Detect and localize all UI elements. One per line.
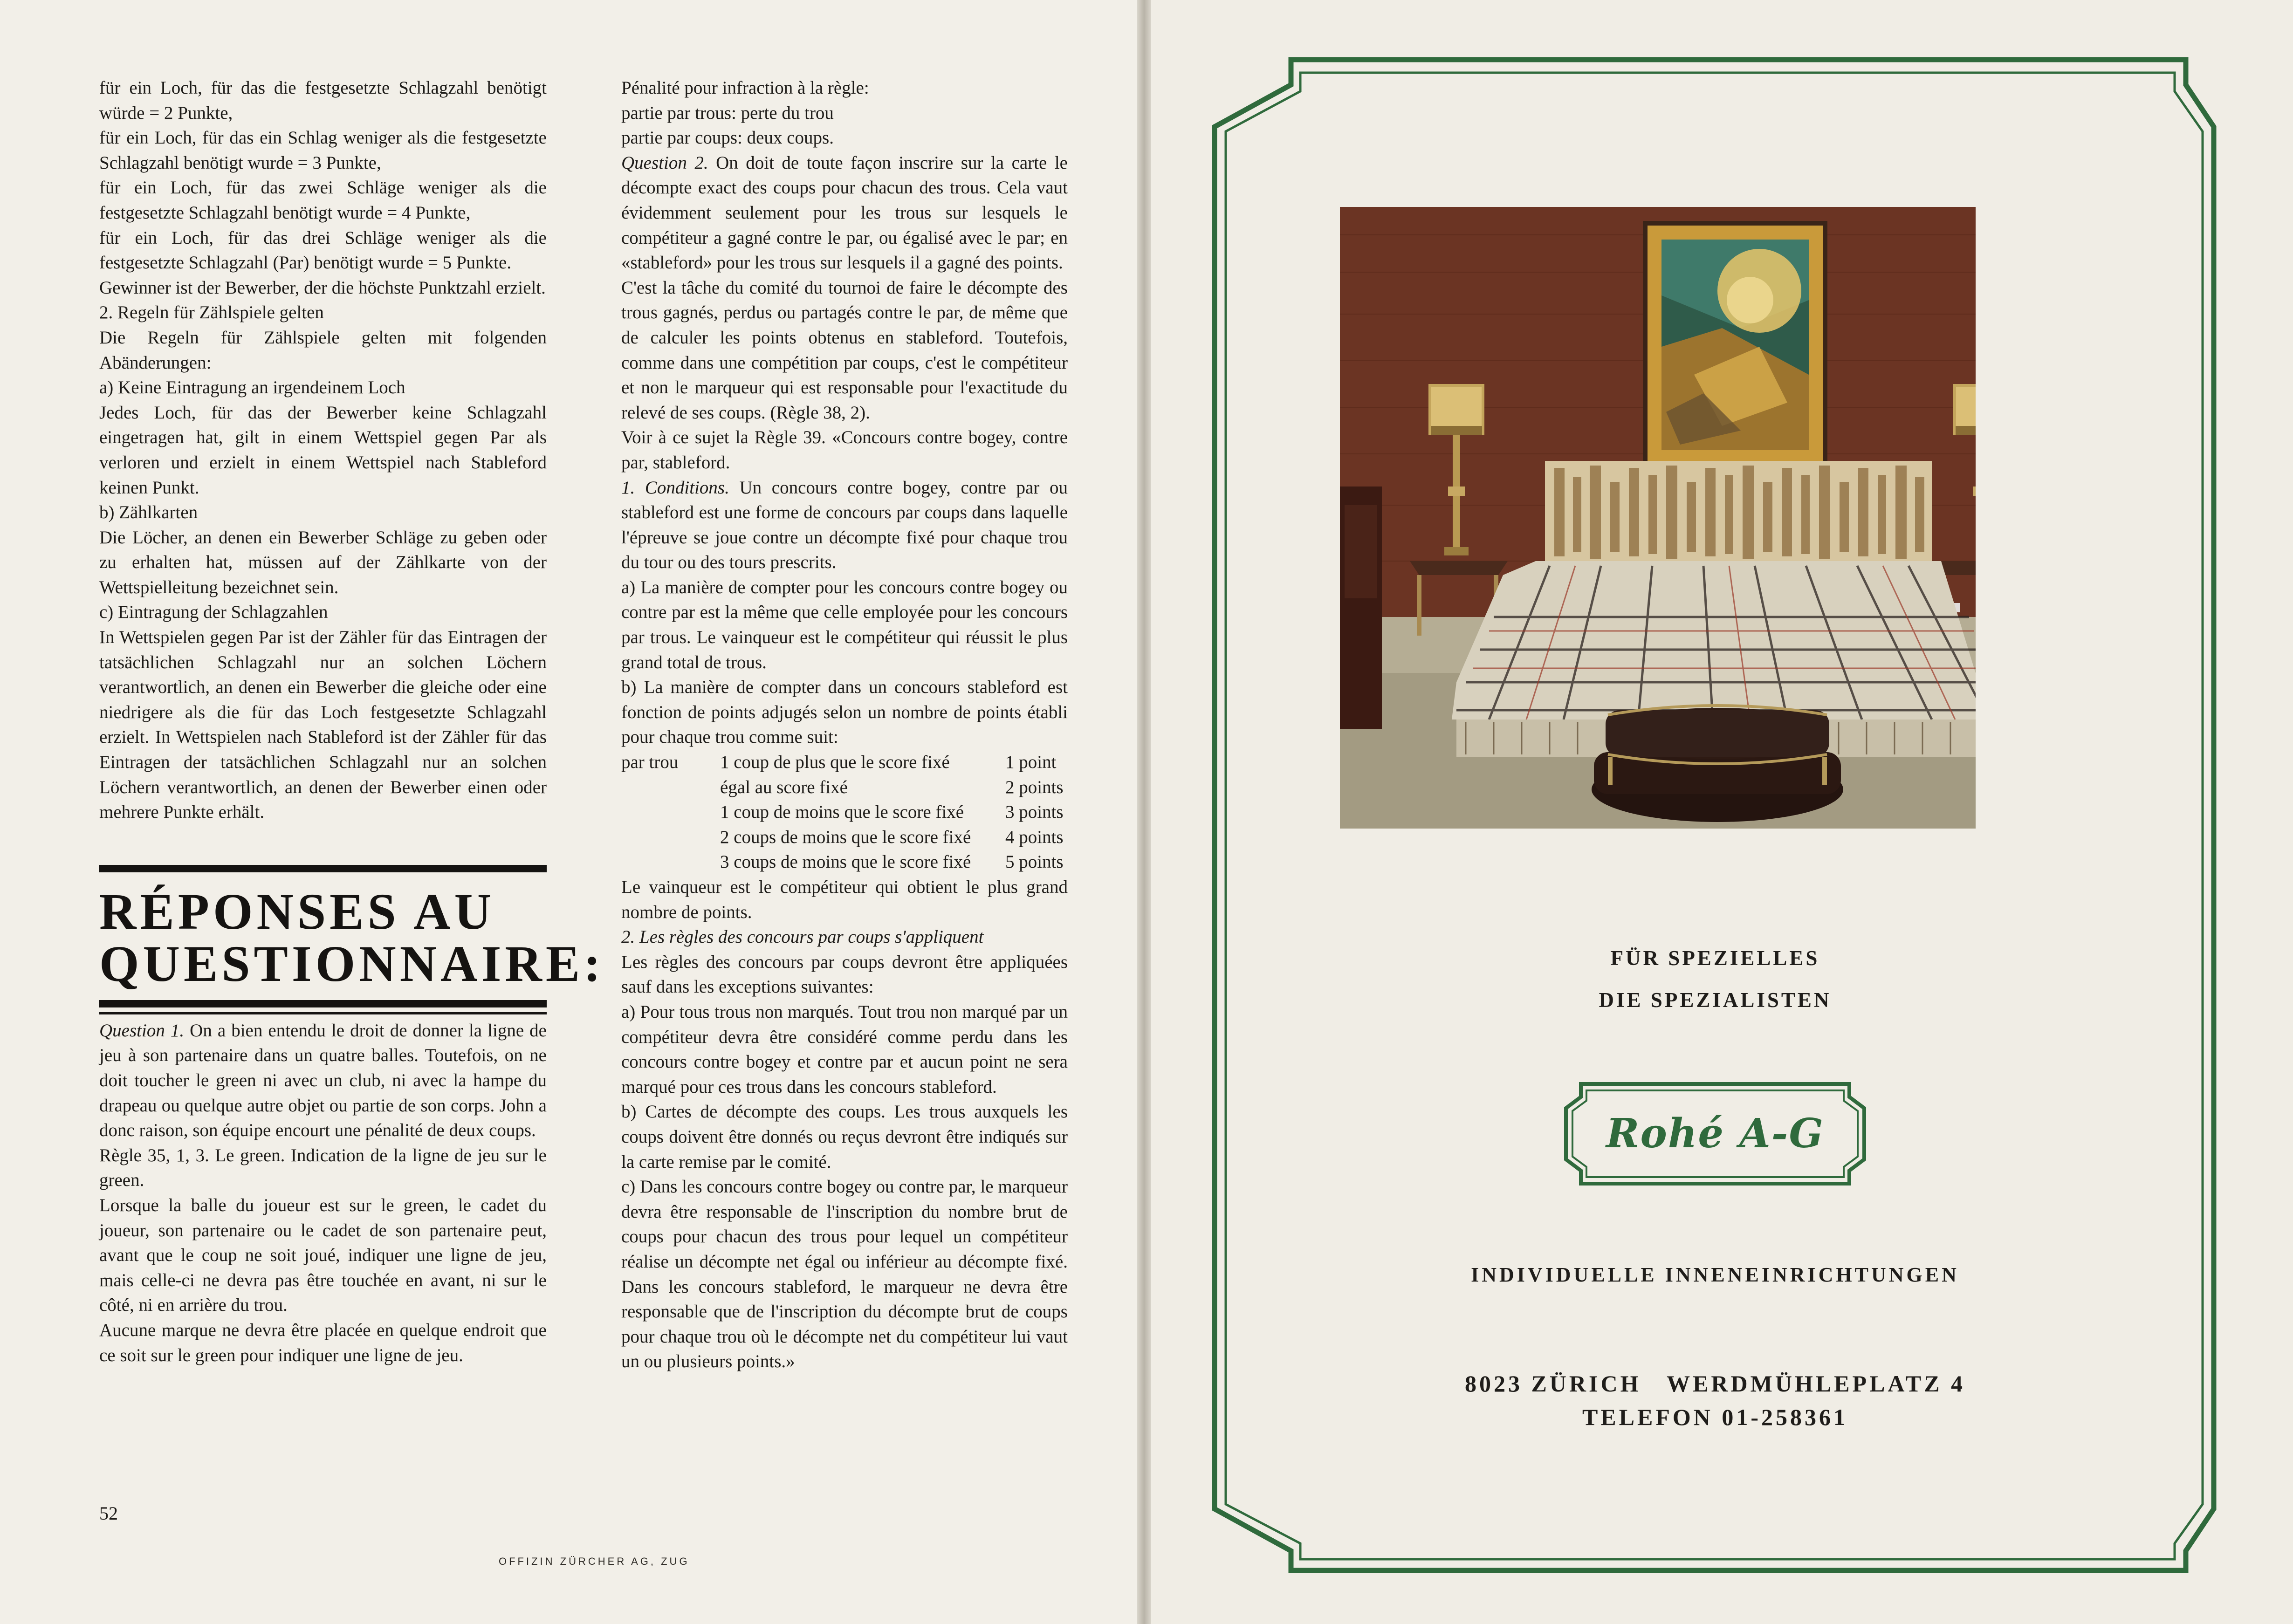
paragraph: C'est la tâche du comité du tournoi de faire le décompte des trous gagnés, perdus ou partagés contre le par, de même que de calculer les points obtenus en stableford. Toutefois, comme dans une compétition par coups, c'est le compétiteur et non le marqueur qui est responsable pour l'exactitude du relevé de ses coups. (Règle 38, 2). <box>621 277 1068 423</box>
conditions-label: 1. Conditions. <box>621 477 729 498</box>
paragraph: Aucune marque ne devra être placée en quelque endroit que ce soit sur le green pour indiquer une ligne de jeu. <box>99 1320 547 1365</box>
table-cell: 1 coup de moins que le score fixé <box>720 802 964 822</box>
paragraph: c) Eintragung der Schlagzahlen <box>99 602 328 623</box>
paragraph: In Wettspielen gegen Par ist der Zähler für das Eintragen der tatsächlichen Schlagzahl nur an solchen Löchern verantwortlich, an denen ein Bewerber die gleiche oder eine niedrigere als die für das Loch festgesetzte Schlagzahl erzielt. In Wettspielen nach Stableford ist der Zähler für das Eintragen der tatsächlichen Schlagzahl nur an solchen Löchern verantwortlich, an denen der Bewerber einen oder mehrere Punkte erhält. <box>99 627 547 822</box>
table-cell: 2 coups de moins que le score fixé <box>720 827 971 847</box>
paragraph: für ein Loch, für das zwei Schläge weniger als die festgesetzte Schlagzahl benötigt wurde = 4 Punkte, <box>99 178 547 223</box>
table-cell: 3 points <box>1005 802 1064 822</box>
paragraph: Pénalité pour infraction à la règle: <box>621 78 869 98</box>
ad-phone: TELEFON 01-258361 <box>1582 1404 1848 1430</box>
table-cell: par trou <box>621 752 679 773</box>
paragraph: partie par trous: perte du trou <box>621 103 834 123</box>
paragraph: Gewinner ist der Bewerber, der die höchste Punktzahl erzielt. <box>99 277 546 298</box>
table-cell: 2 points <box>1005 777 1064 797</box>
paragraph: Die Regeln für Zählspiele gelten mit folgenden Abänderungen: <box>99 327 547 373</box>
ad-address: 8023 ZÜRICH WERDMÜHLEPLATZ 4 <box>1464 1370 1966 1397</box>
table-cell: 3 coups de moins que le score fixé <box>720 852 971 872</box>
page-number: 52 <box>99 1503 118 1524</box>
paragraph: a) La manière de compter pour les concours contre bogey ou contre par est la même que celle employée pour les concours par trous. Le vainqueur est le compétiteur qui réussit le plus grand total de trous. <box>621 577 1068 672</box>
paragraph: Die Löcher, an denen ein Bewerber Schläge zu geben oder zu erhalten hat, müssen auf der Zählkarte von der Wettspielleitung bezeichnet sein. <box>99 527 547 597</box>
paragraph: Les règles des concours par coups devront être appliquées sauf dans les exceptions suivantes: <box>621 952 1068 997</box>
heading-line-2: QUESTIONNAIRE: <box>99 935 604 992</box>
paragraph: Voir à ce sujet la Règle 39. «Concours contre bogey, contre par, stableford. <box>621 427 1068 473</box>
question-2-label: Question 2. <box>621 152 708 173</box>
paragraph: Lorsque la balle du joueur est sur le green, le cadet du joueur, son partenaire ou le cadet de son partenaire peut, avant que le coup ne soit joué, indiquer une ligne de jeu, mais celle-ci ne devra pas être touchée en avant, ni sur le côté, ni en arrière du trou. <box>99 1195 547 1316</box>
rules-label: 2. Les règles des concours par coups s'appliquent <box>621 927 984 947</box>
question-1-label: Question 1. <box>99 1020 185 1041</box>
ad-subtitle: INDIVIDUELLE INNENEINRICHTUNGEN <box>1471 1263 1959 1286</box>
paragraph: a) Keine Eintragung an irgendeinem Loch <box>99 377 405 398</box>
paragraph: b) Zählkarten <box>99 502 198 523</box>
paragraph: für ein Loch, für das drei Schläge weniger als die festgesetzte Schlagzahl (Par) benötigt wurde = 5 Punkte. <box>99 227 547 273</box>
printer-imprint: OFFIZIN ZÜRCHER AG, ZUG <box>499 1555 690 1567</box>
table-cell: 1 point <box>1005 752 1057 773</box>
ad-tagline-2: DIE SPEZIALISTEN <box>1599 988 1832 1012</box>
paragraph: partie par coups: deux coups. <box>621 128 834 148</box>
paragraph: b) La manière de compter dans un concours stableford est fonction de points adjugés selon un nombre de points établi pour chaque trou comme suit: <box>621 677 1068 747</box>
question-2-text: On doit de toute façon inscrire sur la carte le décompte exact des coups pour chacun des trous. Cela vaut évidemment seulement pour les trous sur lesquels le compétiteur a gagné contre le par, ou égalisé avec le par; en «stableford» pour les trous sur lesquels il a gagné des points. <box>621 152 1068 273</box>
question-1-text: On a bien entendu le droit de donner la ligne de jeu à son partenaire dans un quatre balles. Toutefois, on ne doit toucher le green ni avec un club, ni avec la hampe du drapeau ou quelque autre objet ou partie de son corps. John a donc raison, son équipe encourt une pénalité de deux coups. <box>99 1020 547 1141</box>
table-cell: 5 points <box>1005 852 1064 872</box>
paragraph: c) Dans les concours contre bogey ou contre par, le marqueur devra être responsable de l'inscription du nombre brut de coups pour chacun des trous pour lequel un compétiteur réalise un décompte net égal ou inférieur au décompte fixé. Dans les concours stableford, le marqueur ne devra être responsable que de l'inscription du décompte brut de coups pour chaque trou où le décompte net du compétiteur lui vaut un ou plusieurs points.» <box>621 1177 1068 1372</box>
paragraph: für ein Loch, für das die festgesetzte Schlagzahl benötigt würde = 2 Punkte, <box>99 78 547 123</box>
paragraph: für ein Loch, für das ein Schlag weniger als die festgesetzte Schlagzahl benötigt wurde = 3 Punkte, <box>99 128 547 173</box>
paragraph: 2. Regeln für Zählspiele gelten <box>99 302 324 323</box>
paragraph: b) Cartes de décompte des coups. Les trous auxquels les coups doivent être donnés ou reçus devront être indiqués sur la carte remise par le comité. <box>621 1102 1068 1172</box>
table-cell: 4 points <box>1005 827 1064 847</box>
table-cell: 1 coup de plus que le score fixé <box>720 752 950 773</box>
table-cell: égal au score fixé <box>720 777 848 797</box>
paragraph: Règle 35, 1, 3. Le green. Indication de la ligne de jeu sur le green. <box>99 1145 547 1191</box>
conditions-text: Un concours contre bogey, contre par ou stableford est une forme de concours par coups dans laquelle l'épreuve se joue contre un décompte fixé pour chaque trou du tour ou des tours prescrits. <box>621 477 1068 573</box>
paragraph: Le vainqueur est le compétiteur qui obtient le plus grand nombre de points. <box>621 877 1068 922</box>
bedroom-photo <box>1340 207 1976 829</box>
ad-tagline-1: FÜR SPEZIELLES <box>1610 946 1820 970</box>
heading-line-1: RÉPONSES AU <box>99 883 495 940</box>
paragraph: a) Pour tous trous non marqués. Tout trou non marqué par un compétiteur devra être considéré comme perdu dans les concours contre bogey et contre par et aucun point ne sera marqué pour ces trous dans les concours stableford. <box>621 1001 1068 1097</box>
paragraph: Jedes Loch, für das der Bewerber keine Schlagzahl eingetragen hat, gilt in einem Wettspiel gegen Par als verloren und erzielt in einem Wettspiel nach Stableford keinen Punkt. <box>99 402 547 498</box>
company-logo: Rohé A-G <box>1606 1110 1824 1157</box>
